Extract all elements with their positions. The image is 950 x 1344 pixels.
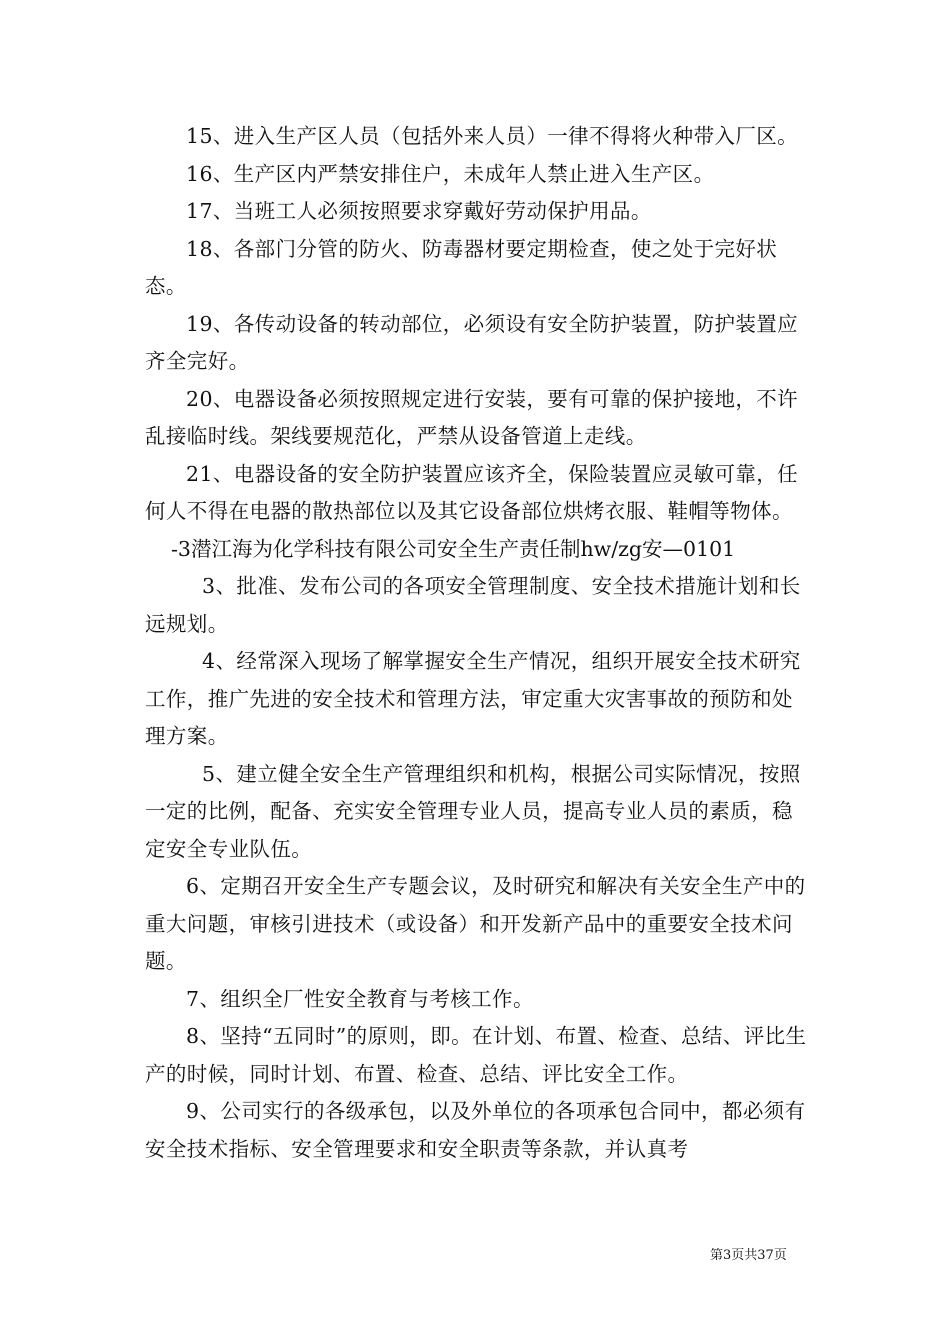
paragraph-17: 17、当班工人必须按照要求穿戴好劳动保护用品。 xyxy=(186,199,652,223)
paragraph-4: 4、经常深入现场了解掌握安全生产情况，组织开展安全技术研究工作，推广先进的安全技术和管理方法，审定重大灾害事故的预防和处理方案。 xyxy=(145,649,801,748)
paragraph-20: 20、电器设备必须按照规定进行安装，要有可靠的保护接地，不许乱接临时线。架线要规范化，严禁从设备管道上走线。 xyxy=(145,386,799,448)
paragraph-8: 8、坚持“五同时”的原则，即。在计划、布置、检查、总结、评比生产的时候，同时计划、布置、检查、总结、评比安全工作。 xyxy=(145,1024,807,1086)
paragraph-16: 16、生产区内严禁安排住户，未成年人禁止进入生产区。 xyxy=(186,161,715,186)
paragraph-6: 6、定期召开安全生产专题会议，及时研究和解决有关安全生产中的重大问题，审核引进技术（或设备）和开发新产品中的重要安全技术问题。 xyxy=(145,874,806,973)
paragraph-18: 18、各部门分管的防火、防毒器材要定期检查，使之处于完好状态。 xyxy=(145,236,778,298)
paragraph-15: 15、进入生产区人员（包括外来人员）一律不得将火种带入厂区。 xyxy=(186,124,799,148)
page-number-footer: 第3页共37页 xyxy=(710,1248,787,1263)
paragraph-3: 3、批准、发布公司的各项安全管理制度、安全技术措施计划和长远规划。 xyxy=(145,574,801,636)
paragraph-5: 5、建立健全安全生产管理组织和机构，根据公司实际情况，按照一定的比例，配备、充实安全管理专业人员，提高专业人员的素质，稳定安全专业队伍。 xyxy=(145,761,801,861)
paragraph-7: 7、组织全厂性安全教育与考核工作。 xyxy=(186,986,534,1011)
paragraph-9: 9、公司实行的各级承包，以及外单位的各项承包合同中，都必须有安全技术指标、安全管理要求和安全职责等条款，并认真考 xyxy=(145,1099,806,1161)
paragraph-19: 19、各传动设备的转动部位，必须设有安全防护装置，防护装置应齐全完好。 xyxy=(145,311,799,373)
section-header-line: -3潜江海为化学科技有限公司安全生产责任制hw/zg安—0101 xyxy=(171,536,736,561)
paragraph-21: 21、电器设备的安全防护装置应该齐全，保险装置应灵敏可靠，任何人不得在电器的散热部位以及其它设备部位烘烤衣服、鞋帽等物体。 xyxy=(145,461,799,523)
document-body xyxy=(145,118,810,1168)
